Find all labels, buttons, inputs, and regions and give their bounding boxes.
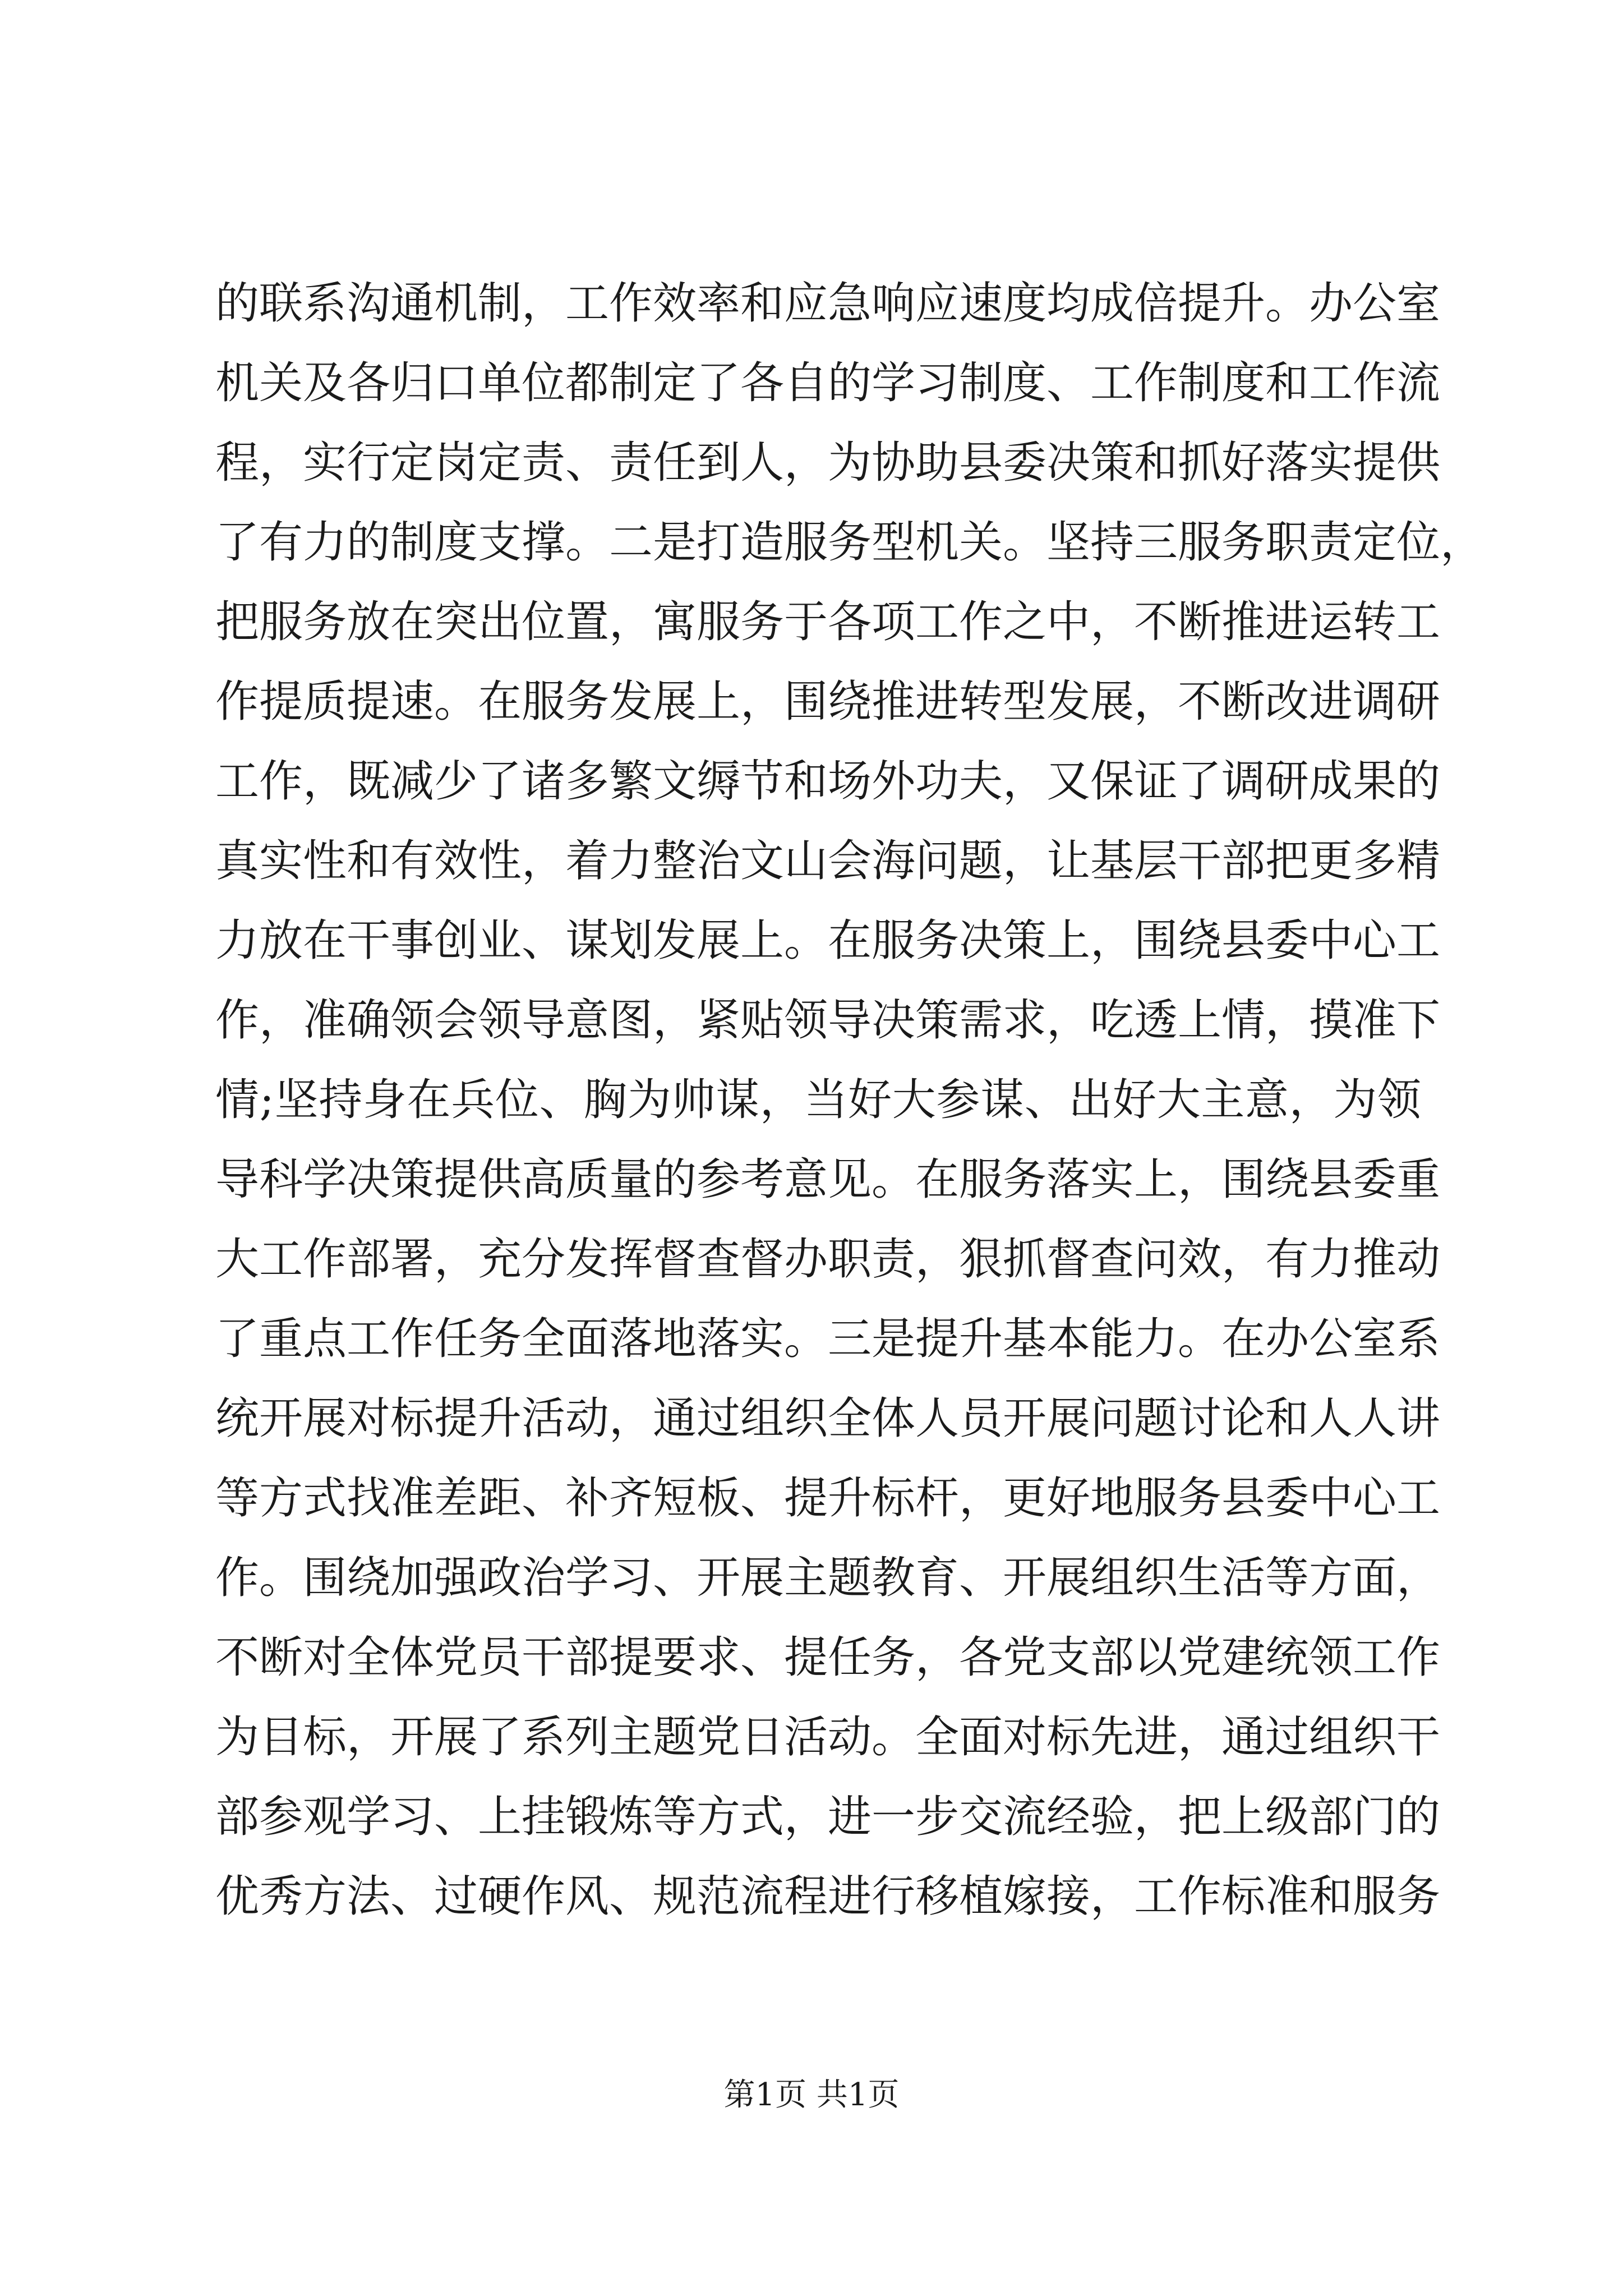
text-line: 不断对全体党员干部提要求、提任务，各党支部以党建统领工作 <box>215 1632 1441 1683</box>
text-line: 机关及各归口单位都制定了各自的学习制度、工作制度和工作流 <box>215 358 1441 408</box>
text-line: 了有力的制度支撑。二是打造服务型机关。坚持三服务职责定位， <box>215 517 1484 568</box>
text-line: 统开展对标提升活动，通过组织全体人员开展问题讨论和人人讲 <box>215 1393 1441 1444</box>
text-line: 为目标，开展了系列主题党日活动。全面对标先进，通过组织干 <box>215 1712 1441 1763</box>
page-number-label: 第1页 共1页 <box>723 2077 900 2113</box>
text-line: 作提质提速。在服务发展上，围绕推进转型发展，不断改进调研 <box>215 677 1441 727</box>
text-line: 程，实行定岗定责、责任到人，为协助县委决策和抓好落实提供 <box>215 438 1441 488</box>
text-line: 作。围绕加强政治学习、开展主题教育、开展组织生活等方面， <box>215 1553 1441 1603</box>
text-line: 工作，既减少了诸多繁文缛节和场外功夫，又保证了调研成果的 <box>215 756 1441 807</box>
text-line: 等方式找准差距、补齐短板、提升标杆，更好地服务县委中心工 <box>215 1473 1441 1524</box>
text-line: 了重点工作任务全面落地落实。三是提升基本能力。在办公室系 <box>215 1314 1441 1364</box>
text-line: 情;坚持身在兵位、胸为帅谋，当好大参谋、出好大主意，为领 <box>215 1075 1421 1125</box>
text-line: 的联系沟通机制，工作效率和应急响应速度均成倍提升。办公室 <box>215 278 1441 329</box>
body-text <box>215 264 1484 1936</box>
text-line: 大工作部署，充分发挥督查督办职责，狠抓督查问效，有力推动 <box>215 1234 1441 1285</box>
text-line: 部参观学习、上挂锻炼等方式，进一步交流经验，把上级部门的 <box>215 1792 1441 1842</box>
text-line: 作，准确领会领导意图，紧贴领导决策需求，吃透上情，摸准下 <box>215 995 1441 1046</box>
text-line: 优秀方法、过硬作风、规范流程进行移植嫁接，工作标准和服务 <box>215 1871 1441 1922</box>
page-footer <box>0 2076 1623 2115</box>
text-line: 真实性和有效性，着力整治文山会海问题，让基层干部把更多精 <box>215 836 1441 886</box>
text-line: 力放在干事创业、谋划发展上。在服务决策上，围绕县委中心工 <box>215 915 1441 966</box>
text-line: 导科学决策提供高质量的参考意见。在服务落实上，围绕县委重 <box>215 1154 1441 1205</box>
text-line: 把服务放在突出位置，寓服务于各项工作之中，不断推进运转工 <box>215 597 1441 647</box>
